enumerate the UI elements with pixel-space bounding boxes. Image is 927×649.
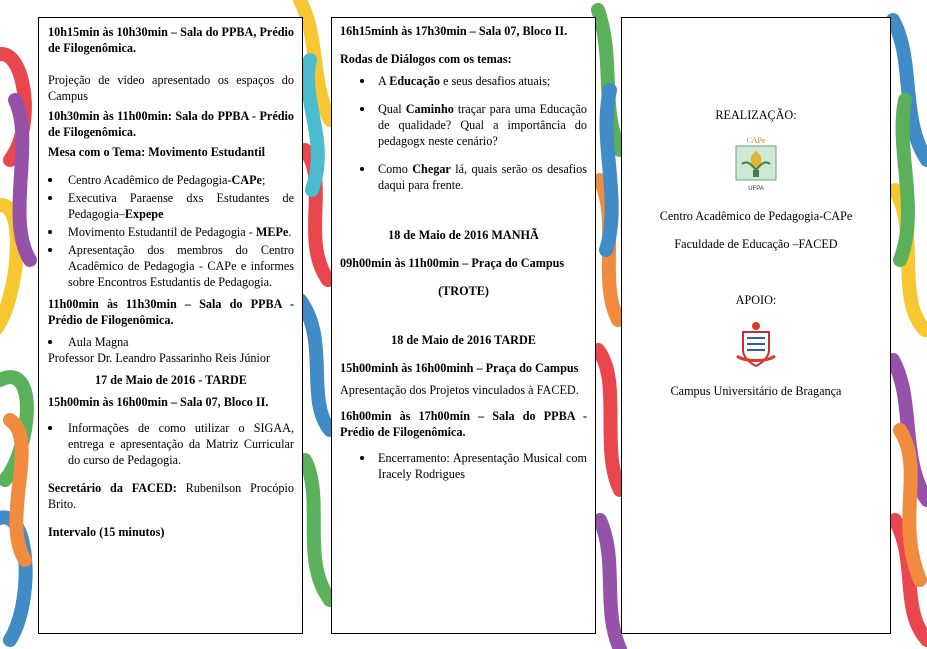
list-item: Informações de como utilizar o SIGAA, entrega e apresentação da Matriz Curricular do curso de Pedagogia. xyxy=(48,420,294,468)
organizers-column xyxy=(621,17,891,634)
topics-list xyxy=(340,73,587,193)
list-item: Movimento Estudantil de Pedagogia - MEPe. xyxy=(48,224,294,240)
session-text: Projeção de vídeo apresentado os espaços do Campus xyxy=(48,73,294,103)
closing-list xyxy=(340,450,587,482)
ufpa-crest-icon xyxy=(735,320,777,370)
cape-logo xyxy=(727,134,785,194)
list-item: Qual Caminho traçar para uma Educação de qualidade? Qual a importância do pedagogx neste cenário? xyxy=(340,101,587,149)
date-heading: 18 de Maio de 2016 MANHÃ xyxy=(388,228,539,242)
schedule-column-1 xyxy=(38,17,303,634)
secretary-line: Secretário da FACED: Rubenilson Procópio Brito. xyxy=(48,481,294,511)
date-heading: 18 de Maio de 2016 TARDE xyxy=(391,333,536,347)
org-name: Centro Acadêmico de Pedagogia-CAPe xyxy=(659,209,853,223)
session-subtitle: Rodas de Diálogos com os temas: xyxy=(340,52,512,66)
session-title: 10h30min às 11h00min: Sala do PPBA - Prédio de Filogenômica. xyxy=(48,109,294,139)
speakers-list xyxy=(48,172,294,290)
apoio-heading: APOIO: xyxy=(735,293,777,307)
list-item: Apresentação dos membros do Centro Acadêmico de Pedagogia - CAPe e informes sobre Encontros Estudantis de Pedagogia. xyxy=(48,242,294,290)
org-name: Faculdade de Educação –FACED xyxy=(674,237,838,251)
break-title: Intervalo (15 minutos) xyxy=(48,525,165,539)
session-subtitle: Mesa com o Tema: Movimento Estudantil xyxy=(48,145,265,159)
lecture-list xyxy=(48,334,294,350)
list-item: A Educação e seus desafios atuais; xyxy=(340,73,587,89)
svg-text:UFPA: UFPA xyxy=(748,186,764,192)
list-item: Centro Acadêmico de Pedagogia-CAPe; xyxy=(48,172,294,188)
org-name: Campus Universitário de Bragança xyxy=(670,384,842,398)
list-item: Como Chegar lá, quais serão os desafios daqui para frente. xyxy=(340,161,587,193)
info-list xyxy=(48,420,294,468)
session-title: 09h00min às 11h00min – Praça do Campus xyxy=(340,256,565,270)
session-title: 15h00minh às 16h00minh – Praça do Campus xyxy=(340,361,579,375)
event-name: (TROTE) xyxy=(438,284,489,298)
session-title: 16h15minh às 17h30min – Sala 07, Bloco II. xyxy=(340,24,568,38)
svg-text:CAPe: CAPe xyxy=(746,136,766,145)
session-title: 16h00min às 17h00min – Sala do PPBA - Prédio de Filogenômica. xyxy=(340,409,587,439)
session-title: 11h00min às 11h30min – Sala do PPBA - Prédio de Filogenômica. xyxy=(48,297,294,327)
date-heading: 17 de Maio de 2016 - TARDE xyxy=(95,373,247,387)
session-title: 10h15min às 10h30min – Sala do PPBA, Prédio de Filogenômica. xyxy=(48,25,294,55)
session-title: 15h00min às 16h00min – Sala 07, Bloco II. xyxy=(48,395,269,409)
speaker-name: Professor Dr. Leandro Passarinho Reis Júnior xyxy=(48,351,271,365)
schedule-column-2 xyxy=(331,17,596,634)
list-item: Aula Magna xyxy=(48,334,294,350)
list-item: Executiva Paraense dxs Estudantes de Pedagogia–Expepe xyxy=(48,190,294,222)
session-text: Apresentação dos Projetos vinculados à FACED. xyxy=(340,383,579,397)
list-item: Encerramento: Apresentação Musical com Iracely Rodrigues xyxy=(340,450,587,482)
realizacao-heading: REALIZAÇÃO: xyxy=(715,108,797,122)
